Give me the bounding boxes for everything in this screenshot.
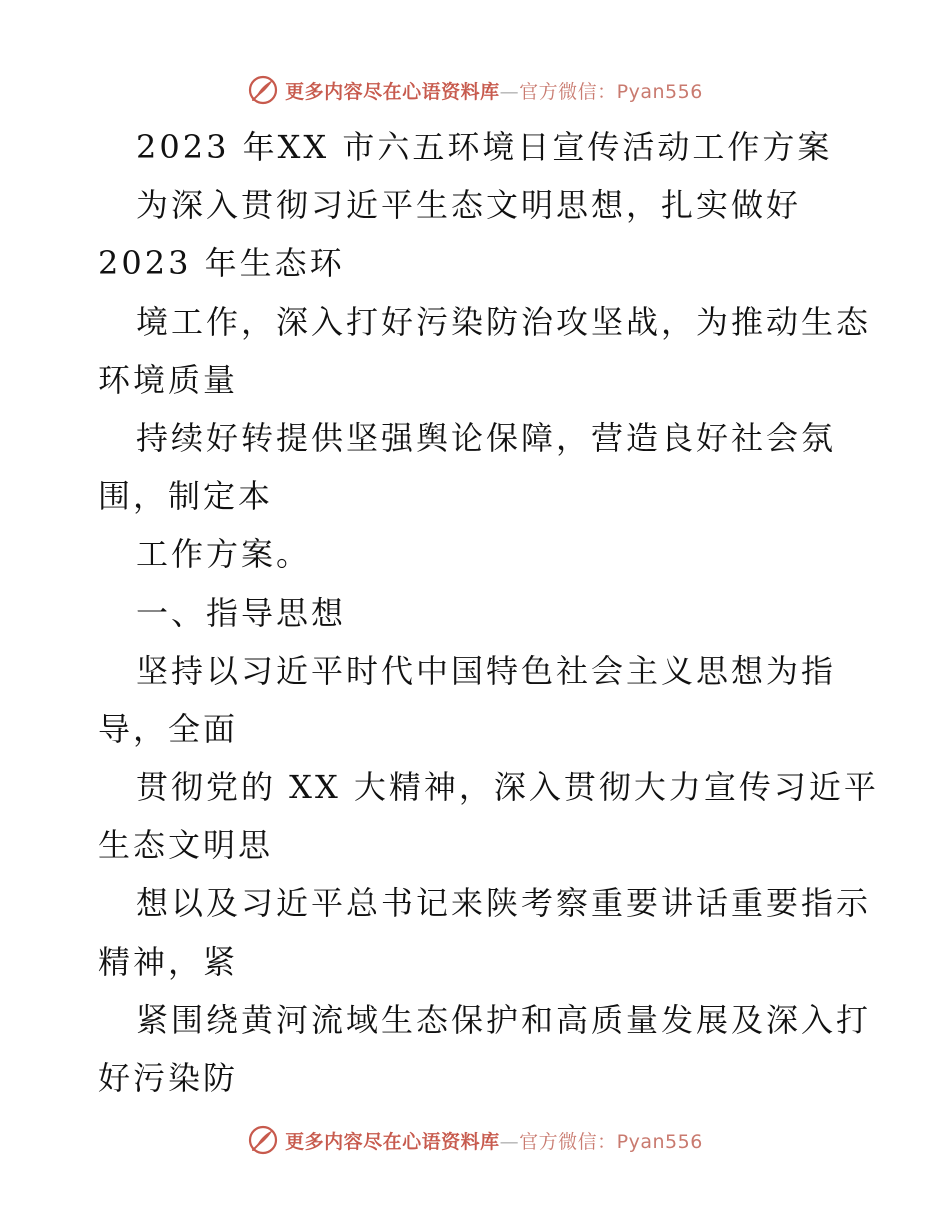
text-line: 2023 年生态环 <box>98 244 345 283</box>
text-line: 环境质量 <box>98 360 239 399</box>
text-line: 围，制定本 <box>98 477 274 516</box>
text-line: 境工作，深入打好污染防治攻坚战，为推动生态 <box>136 302 872 341</box>
text-line: 2023 年XX 市六五环境日宣传活动工作方案 <box>136 128 833 166</box>
quill-logo-icon <box>247 1124 279 1156</box>
banner-site-name: 更多内容尽在心语资料库 <box>285 1130 500 1153</box>
header-banner-text <box>285 77 703 104</box>
footer-banner-content <box>247 1124 703 1156</box>
header-banner-content <box>247 74 703 106</box>
text-line: 工作方案。 <box>136 535 312 574</box>
banner-contact: 官方微信：Pyan556 <box>519 1130 703 1153</box>
text-line: 想以及习近平总书记来陕考察重要讲话重要指示 <box>136 884 872 923</box>
text-line: 生态文明思 <box>98 826 274 865</box>
text-line: 精神，紧 <box>98 942 239 981</box>
text-line: 贯彻党的 XX 大精神，深入贯彻大力宣传习近平 <box>136 768 879 807</box>
banner-site-name: 更多内容尽在心语资料库 <box>285 80 500 103</box>
text-line: 导，全面 <box>98 709 239 748</box>
banner-dash: — <box>499 1130 520 1153</box>
text-line: 好污染防 <box>98 1059 239 1097</box>
text-line: 一、指导思想 <box>136 593 347 632</box>
text-line: 紧围绕黄河流域生态保护和高质量发展及深入打 <box>136 1000 872 1039</box>
header-banner <box>0 70 950 110</box>
footer-banner-text <box>285 1127 703 1154</box>
text-line: 坚持以习近平时代中国特色社会主义思想为指 <box>136 651 837 690</box>
footer-banner <box>0 1120 950 1160</box>
text-line: 持续好转提供坚强舆论保障，营造良好社会氛 <box>136 418 837 457</box>
banner-contact: 官方微信：Pyan556 <box>519 80 703 103</box>
document-body <box>98 118 879 1107</box>
text-line: 为深入贯彻习近平生态文明思想，扎实做好 <box>136 186 802 225</box>
quill-logo-icon <box>247 74 279 106</box>
banner-dash: — <box>499 80 520 103</box>
